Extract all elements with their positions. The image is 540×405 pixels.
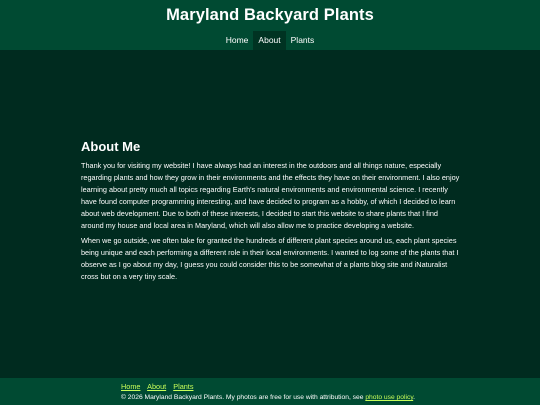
intro-paragraph: Thank you for visiting my website! I have always had an interest in the outdoors and all things nature, especially regarding plants and how they grow in their environments and the effects they have on their environment. I also enjoy learning about pretty much all topics regarding Earth's natural environments and environmental science. I recently have found computer programming interesting, and have decided to program as a hobby, of which I decided to learn about web development. Due to both of these interests, I decided to start this website to share plants that I find around my house and local area in Maryland, which will also allow me to practice developing a website. (81, 161, 460, 230)
nav-plants[interactable]: Plants (290, 35, 315, 45)
page-heading: About Me (81, 139, 141, 154)
nav-about[interactable]: About (253, 31, 285, 50)
nav-home[interactable]: Home (225, 35, 249, 45)
copyright-text (121, 394, 415, 401)
site-footer (0, 378, 540, 405)
site-title: Maryland Backyard Plants (166, 6, 374, 24)
copyright-label: © 2026 Maryland Backyard Plants. My photos are free for use with attribution, see (121, 394, 366, 401)
photo-policy-link[interactable]: photo use policy (365, 394, 414, 401)
copyright-end: . (413, 394, 416, 401)
site-header (0, 0, 540, 50)
footer-nav (121, 382, 198, 391)
about-section (81, 139, 461, 287)
main-nav (0, 31, 540, 50)
footer-link-plants[interactable]: Plants (173, 382, 194, 391)
footer-link-home[interactable]: Home (121, 382, 141, 391)
second-paragraph: When we go outside, we often take for granted the hundreds of different plant species around us, each plant species being unique and each performing a different role in their local environments. I wanted to log some of the plants that I observe as I go about my day, I guess you could consider this to be somewhat of a plants blog site and iNaturalist cross but on a very tiny scale. (81, 236, 459, 282)
footer-link-about[interactable]: About (147, 382, 167, 391)
